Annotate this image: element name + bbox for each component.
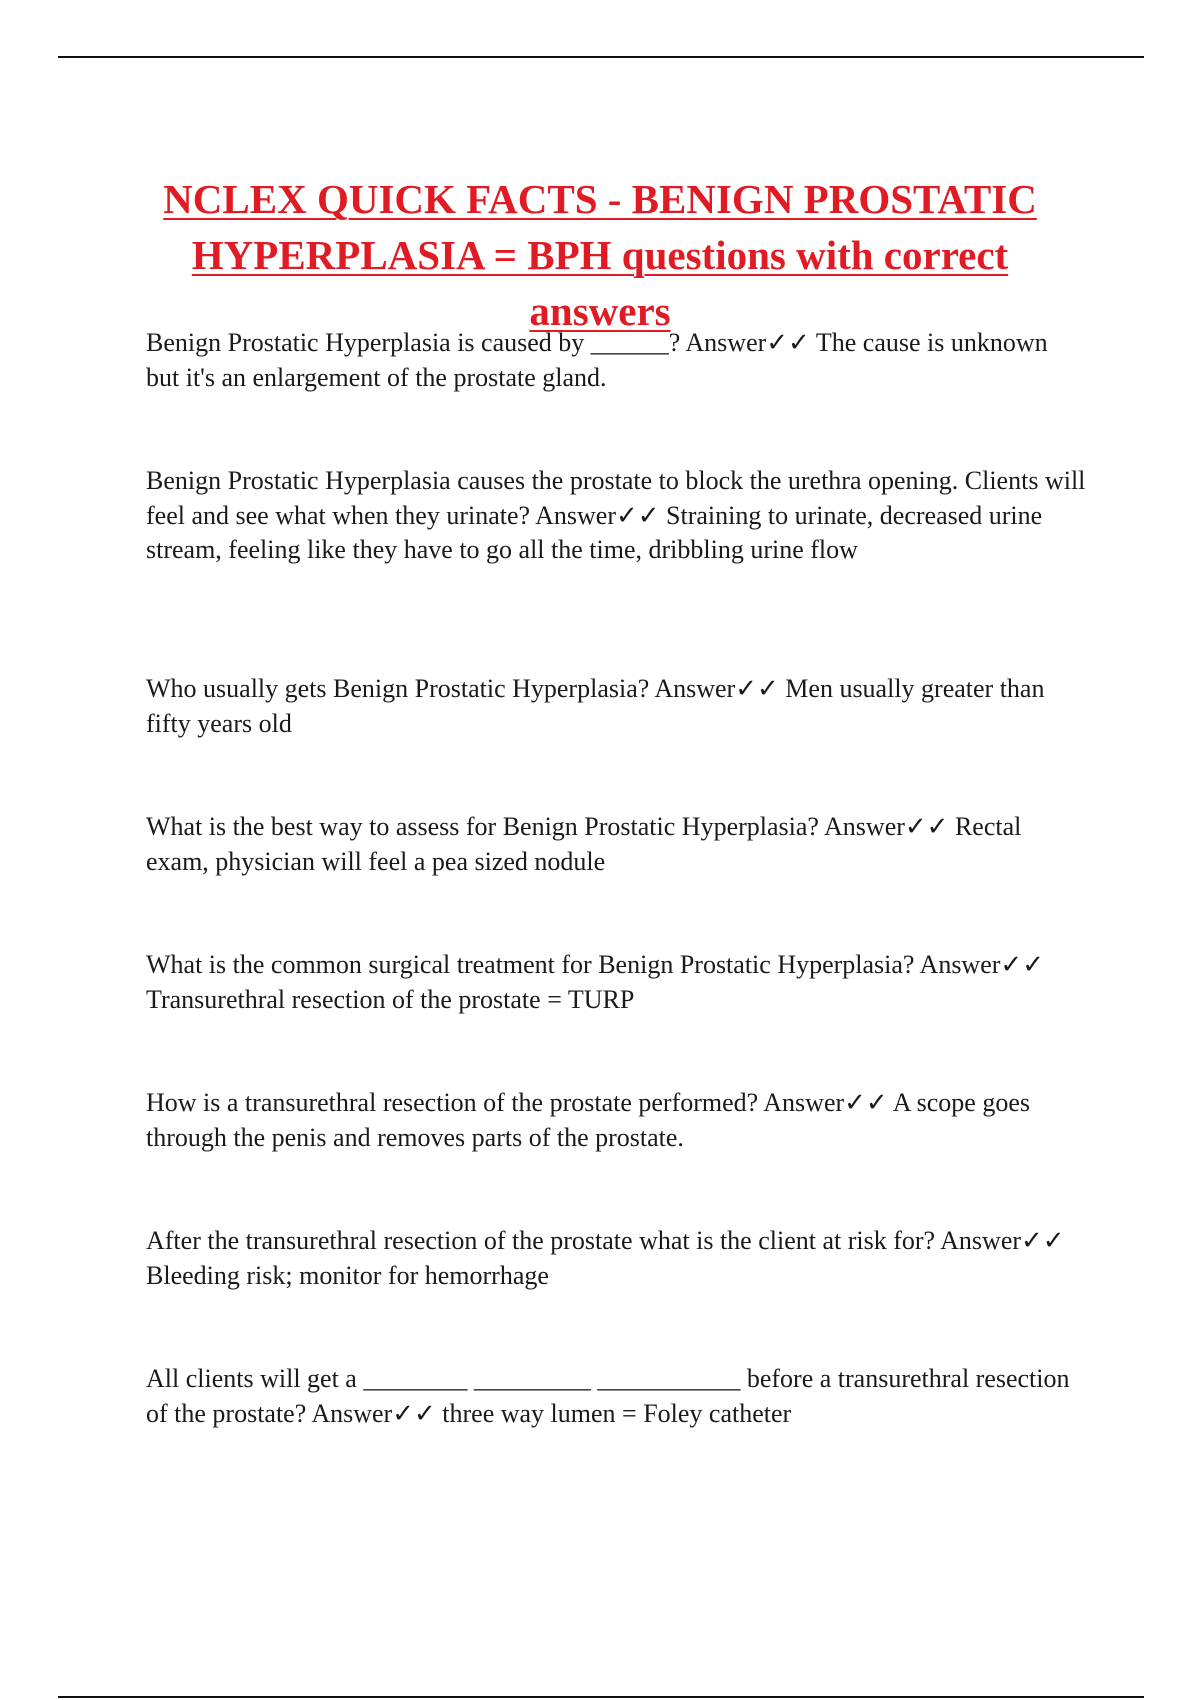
qa-item-8: All clients will get a ________ _________ ___________ before a transurethral resection of the prostate? Answer✓✓ three way lumen = Foley catheter <box>146 1364 1070 1428</box>
qa-item-2: Benign Prostatic Hyperplasia causes the prostate to block the urethra opening. Clients will feel and see what when they urinate? Answer✓✓ Straining to urinate, decreased urine stream, feeling like they have to go all the time, dribbling urine flow <box>146 466 1086 564</box>
qa-item-4: What is the best way to assess for Benign Prostatic Hyperplasia? Answer✓✓ Rectal exam, physician will feel a pea sized nodule <box>146 812 1022 876</box>
qa-item-3: Who usually gets Benign Prostatic Hyperplasia? Answer✓✓ Men usually greater than fifty years old <box>146 674 1045 738</box>
qa-item-6: How is a transurethral resection of the prostate performed? Answer✓✓ A scope goes through the penis and removes parts of the prostate. <box>146 1088 1030 1152</box>
qa-item-1: Benign Prostatic Hyperplasia is caused by ______? Answer✓✓ The cause is unknown but it's an enlargement of the prostate gland. <box>146 328 1048 392</box>
document-title: NCLEX QUICK FACTS - BENIGN PROSTATIC HYPERPLASIA = BPH questions with correct answers <box>163 176 1037 335</box>
footer-rule <box>58 1696 1144 1698</box>
qa-item-7: After the transurethral resection of the prostate what is the client at risk for? Answer✓✓ Bleeding risk; monitor for hemorrhage <box>146 1226 1065 1290</box>
header-rule <box>58 56 1144 58</box>
qa-item-5: What is the common surgical treatment for Benign Prostatic Hyperplasia? Answer✓✓ Transurethral resection of the prostate = TURP <box>146 950 1044 1014</box>
